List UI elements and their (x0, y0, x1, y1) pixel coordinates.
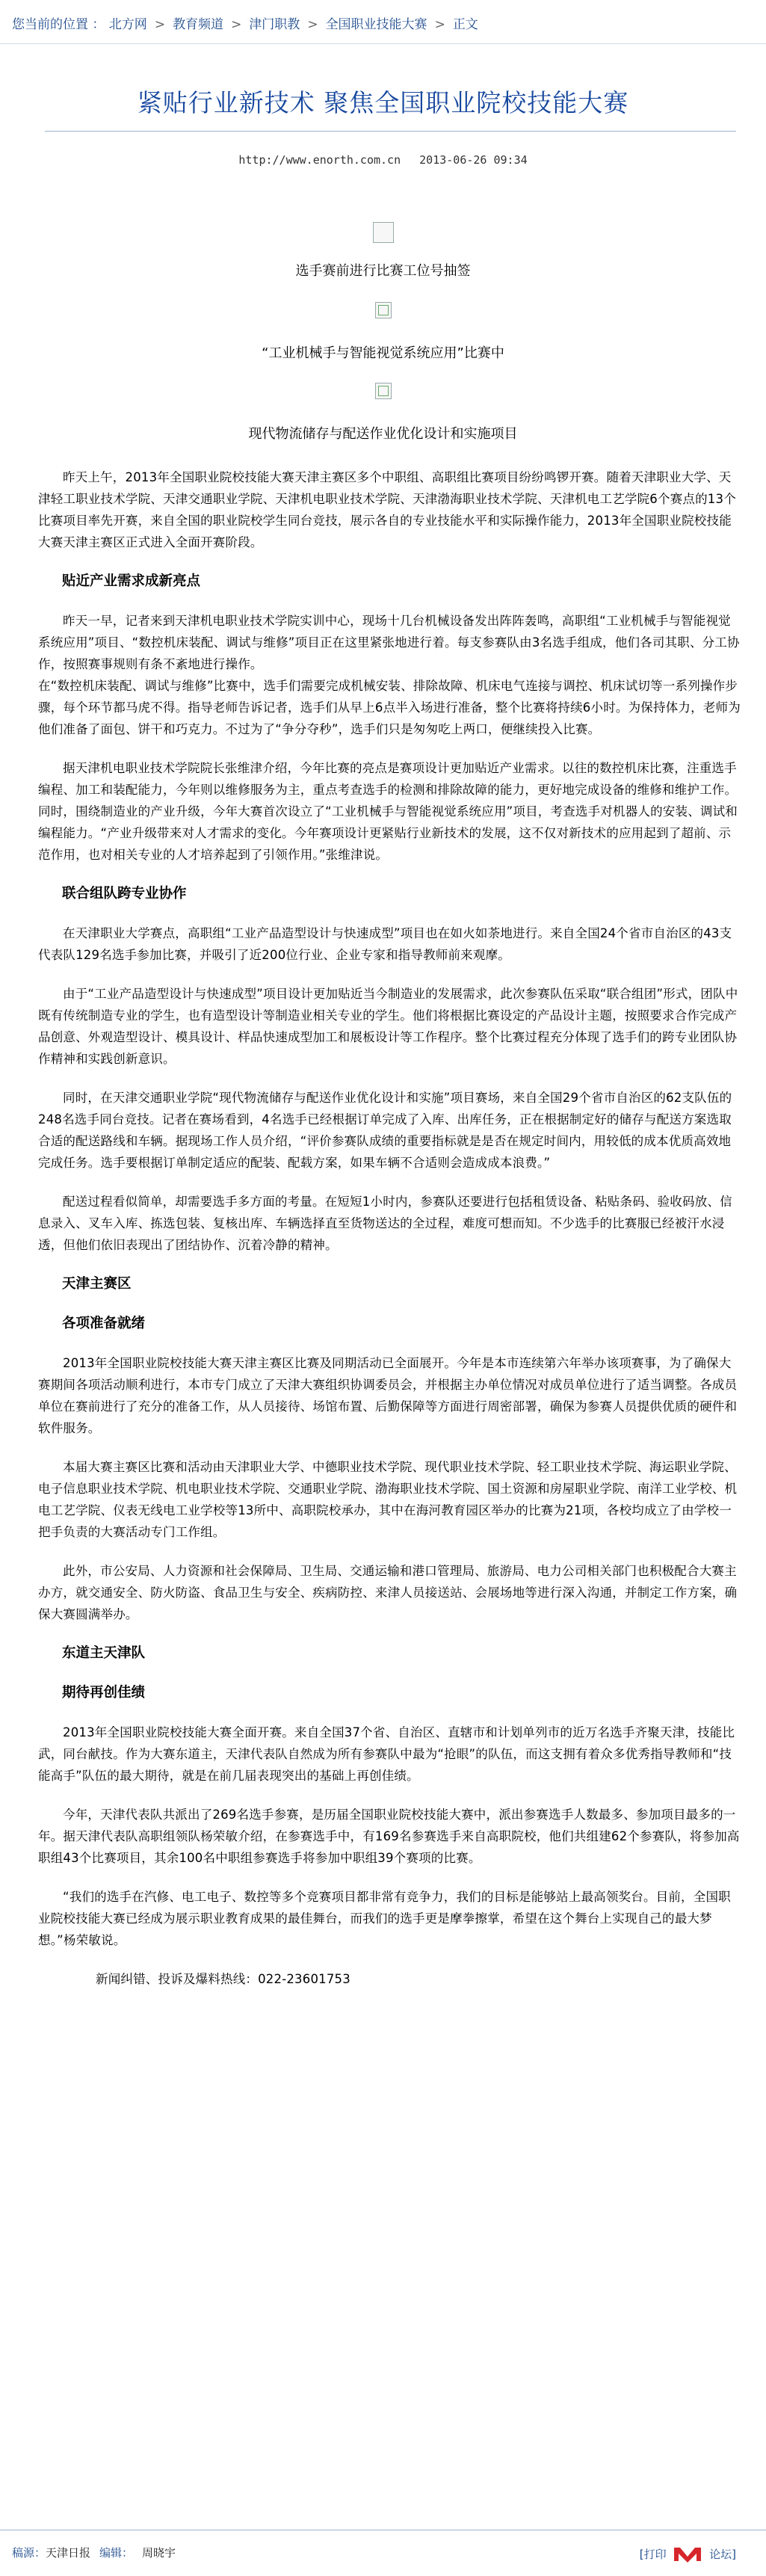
enorth-logo-icon (673, 2545, 702, 2563)
paragraph: 配送过程看似简单，却需要选手多方面的考量。在短短1小时内，参赛队还要进行包括租赁设备、粘贴条码、验收码放、信息录入、叉车入库、拣选包装、复核出库、车辆选择直至货物送达的全过程，难度可想而知。不少选手的比赛服已经被汗水浸透，但他们依旧表现出了团结协作、沉着冷静的精神。 (38, 1195, 732, 1252)
section-heading: 天津主赛区 (62, 1276, 132, 1292)
paragraph: 2013年全国职业院校技能大赛全面开赛。来自全国37个省、自治区、直辖市和计划单列市的近万名选手齐聚天津，技能比武，同台献技。作为大赛东道主，天津代表队自然成为所有参赛队中最为“抢眼”的队伍，而这支拥有着众多优秀指导教师和“技能高手”队伍的最大期待，就是在前几届表现突出的基础上再创佳绩。 (38, 1725, 735, 1783)
section-subheading: 期待再创佳绩 (62, 1685, 146, 1701)
paragraph: 在天津职业大学赛点，高职组“工业产品造型设计与快速成型”项目也在如火如荼地进行。来自全国24个省市自治区的43支代表队129名选手参加比赛，并吸引了近200位行业、企业专家和指导教师前来观摩。 (38, 926, 732, 962)
editor-label: 编辑： (99, 2546, 134, 2560)
article-footer (0, 2530, 766, 2576)
photo-caption: “工业机械手与智能视觉系统应用”比赛中 (262, 345, 504, 361)
breadcrumb-prefix: 您当前的位置 ： (12, 17, 105, 32)
article-url[interactable]: http://www.enorth.com.cn (238, 153, 401, 167)
editor-value: 周晓宇 (142, 2546, 176, 2560)
print-link[interactable]: [打印 (639, 2548, 667, 2561)
paragraph: 此外，市公安局、人力资源和社会保障局、卫生局、交通运输和港口管理局、旅游局、电力公司相关部门也积极配合大赛主办方，就交通安全、防火防盗、食品卫生与安全、疾病防控、来津人员接送站、会展场地等进行深入沟通，并制定工作方案，确保大赛圆满举办。 (38, 1564, 738, 1621)
breadcrumb: 您当前的位置 ： 北方网 > 教育频道 > 津门职教 > 全国职业技能大赛 > 正文 (12, 17, 478, 32)
paragraph: 本届大赛主赛区比赛和活动由天津职业大学、中德职业技术学院、现代职业技术学院、轻工职业技术学院、海运职业学院、电子信息职业技术学院、机电职业技术学院、交通职业学院、渤海职业技术学院、国土资源和房屋职业学院、南洋工业学校、机电工艺学院、仪表无线电工业学校等13所中、高职院校承办，其中在海河教育园区举办的比赛为21项，各校均成立了由学校一把手负责的大赛活动专门工作组。 (38, 1460, 738, 1539)
photo-caption: 现代物流储存与配送作业优化设计和实施项目 (248, 426, 518, 442)
article-body (38, 466, 741, 2007)
paragraph: 昨天上午，2013年全国职业院校技能大赛天津主赛区多个中职组、高职组比赛项目纷纷鸣锣开赛。随着天津职业大学、天津轻工职业技术学院、天津交通职业学院、天津机电职业技术学院、天津渤海职业技术学院、天津机电工艺学院6个赛点的13个比赛项目率先开赛，来自全国的职业院校学生同台竞技，展示各自的专业技能水平和实际操作能力，2013年全国职业院校技能大赛天津主赛区正式进入全面开赛阶段。 (38, 470, 736, 549)
title-divider (45, 131, 736, 132)
paragraph: 昨天一早，记者来到天津机电职业技术学院实训中心，现场十几台机械设备发出阵阵轰鸣，高职组“工业机械手与智能视觉系统应用”项目、“数控机床装配、调试与维修”项目正在这里紧张地进行着。每支参赛队由3名选手组成，他们各司其职、分工协作，按照赛事规则有条不紊地进行操作。 (38, 614, 740, 671)
page-title: 紧贴行业新技术 聚焦全国职业院校技能大赛 (137, 88, 629, 117)
paragraph: 2013年全国职业院校技能大赛天津主赛区比赛及同期活动已全面展开。今年是本市连续第六年举办该项赛事，为了确保大赛期间各项活动顺利进行，本市专门成立了天津大赛组织协调委员会，并根据主办单位情况对成员单位进行了适当调整。各成员单位在赛前进行了充分的准备工作，从人员接待、场馆布置、后勤保障等方面进行周密部署，确保为参赛人员提供优质的硬件和软件服务。 (38, 1356, 738, 1435)
breadcrumb-item-current: 正文 (452, 17, 478, 32)
breadcrumb-bar (0, 0, 766, 46)
photo-caption: 选手赛前进行比赛工位号抽签 (295, 263, 471, 279)
article-date: 2013-06-26 09:34 (419, 153, 528, 167)
image-placeholder-icon (373, 222, 394, 243)
broken-image-icon (375, 302, 392, 318)
topbar-divider (0, 43, 766, 44)
section-heading: 东道主天津队 (62, 1645, 146, 1661)
breadcrumb-item-contest[interactable]: 全国职业技能大赛 (325, 17, 427, 32)
breadcrumb-item-education[interactable]: 教育频道 (173, 17, 224, 32)
broken-image-icon (375, 383, 392, 399)
section-heading: 联合组队跨专业协作 (62, 886, 187, 902)
hotline: 新闻纠错、投诉及爆料热线：022-23601753 (96, 1972, 350, 1986)
paragraph: 由于“工业产品造型设计与快速成型”项目设计更加贴近当今制造业的发展需求，此次参赛队伍采取“联合组团”形式，团队中既有传统制造专业的学生，也有造型设计等制造业相关专业的学生。他们将根据比赛设定的产品设计主题，按照要求合作完成产品创意、外观造型设计、模具设计、样品快速成型加工和展板设计等工作程序。整个比赛过程充分体现了选手们的跨专业团队协作精神和实践创新意识。 (38, 987, 738, 1066)
section-heading: 贴近产业需求成新亮点 (62, 573, 201, 589)
breadcrumb-item-enorth[interactable]: 北方网 (108, 17, 147, 32)
forum-link[interactable]: 论坛] (709, 2548, 736, 2561)
article-meta (0, 153, 766, 167)
paragraph: 据天津机电职业技术学院院长张维津介绍，今年比赛的亮点是赛项设计更加贴近产业需求。以往的数控机床比赛，注重选手编程、加工和装配能力，今年则以维修服务为主，重点考查选手的检测和排除故障的能力，更好地完成设备的维修和维护工作。同时，围绕制造业的产业升级，今年大赛首次设立了“工业机械手与智能视觉系统应用”项目，考查选手对机器人的安装、调试和编程能力。“产业升级带来对人才需求的变化。今年赛项设计更紧贴行业新技术的发展，这不仅对新技术的应用起到了超前、示范作用，也对相关专业的人才培养起到了引领作用。”张维津说。 (38, 761, 738, 862)
section-subheading: 各项准备就绪 (62, 1316, 146, 1331)
paragraph: 在“数控机床装配、调试与维修”比赛中，选手们需要完成机械安装、排除故障、机床电气连接与调控、机床试切等一系列操作步骤，每个环节都马虎不得。指导老师告诉记者，选手们从早上6点半入场进行准备，整个比赛将持续6小时。为保持体力，老师为他们准备了面包、饼干和巧克力。不过为了“争分夺秒”，选手们只是匆匆吃上两口，便继续投入比赛。 (38, 679, 741, 736)
paragraph: 同时，在天津交通职业学院“现代物流储存与配送作业优化设计和实施”项目赛场，来自全国29个省市自治区的62支队伍的248名选手同台竞技。记者在赛场看到，4名选手已经根据订单完成了入库、出库任务，正在根据制定好的储存与配送方案选取合适的配送路线和车辆。据现场工作人员介绍，“评价参赛队成绩的重要指标就是是否在规定时间内，用较低的成本优质高效地完成任务。选手要根据订单制定适应的配装、配载方案，如果车辆不合适则会造成成本浪费。” (38, 1091, 732, 1170)
paragraph: “我们的选手在汽修、电工电子、数控等多个竞赛项目都非常有竞争力，我们的目标是能够站上最高领奖台。目前，全国职业院校技能大赛已经成为展示职业教育成果的最佳舞台，而我们的选手更是摩拳擦掌，希望在这个舞台上实现自己的最大梦想。”杨荣敏说。 (38, 1890, 731, 1947)
footer-links (640, 2545, 736, 2563)
source-value: 天津日报 (46, 2546, 91, 2560)
footer-credits (12, 2545, 176, 2560)
breadcrumb-item-vocational[interactable]: 津门职教 (249, 17, 300, 32)
source-label: 稿源： (12, 2546, 46, 2560)
paragraph: 今年，天津代表队共派出了269名选手参赛，是历届全国职业院校技能大赛中，派出参赛选手人数最多、参加项目最多的一年。据天津代表队高职组领队杨荣敏介绍，在参赛选手中，有169名参赛选手来自高职院校，他们共组建62个参赛队，将参加高职组43个比赛项目，其余100名中职组参赛选手将参加中职组39个赛项的比赛。 (38, 1808, 740, 1865)
